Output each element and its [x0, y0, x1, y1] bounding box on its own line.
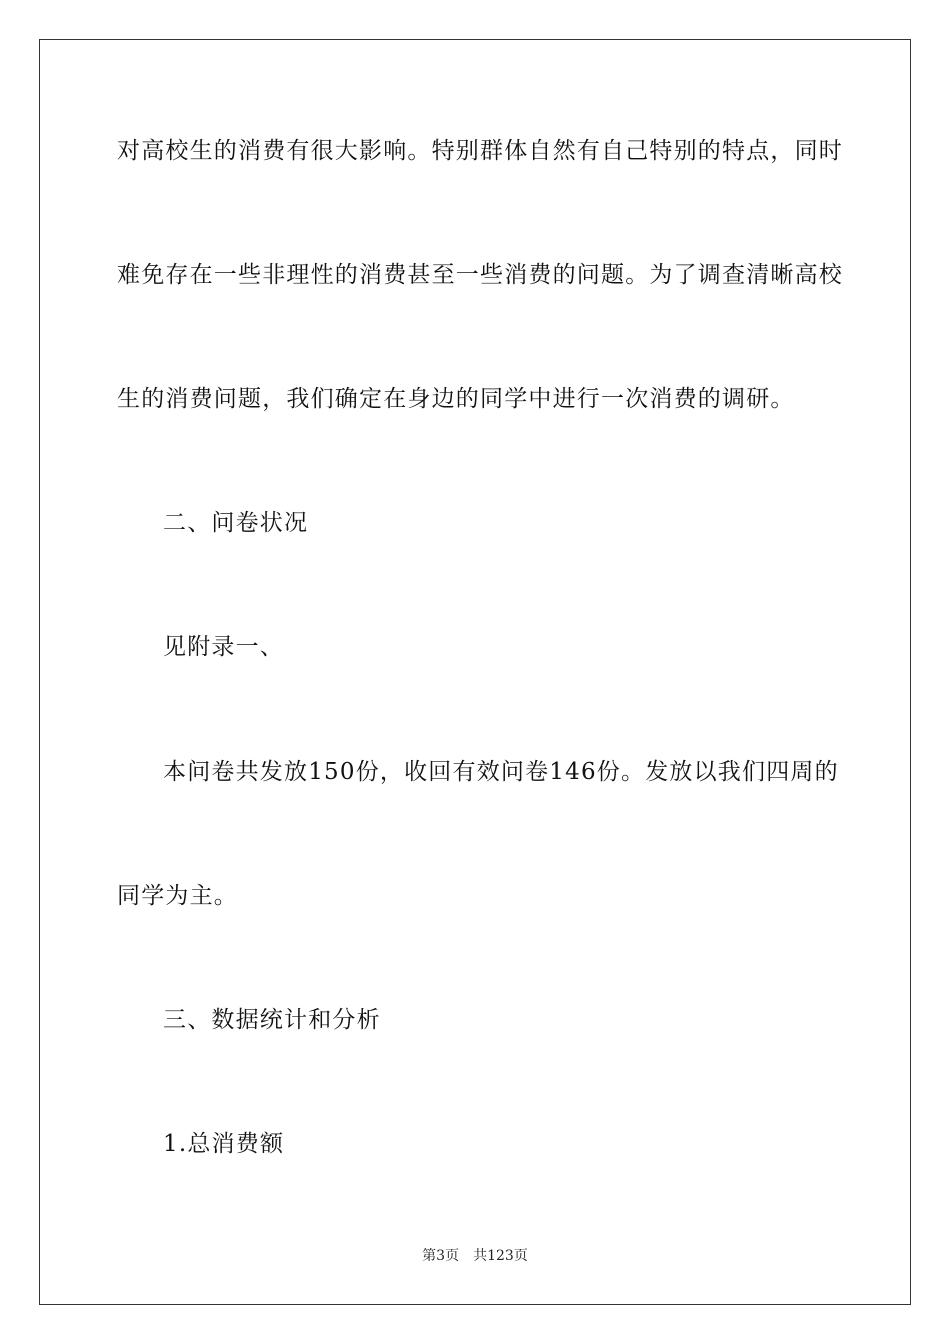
body-paragraph-line: 难免存在一些非理性的消费甚至一些消费的问题。为了调查清晰高校: [117, 262, 843, 288]
body-paragraph-line: 对高校生的消费有很大影响。特别群体自然有自己特别的特点，同时: [117, 138, 843, 164]
body-paragraph-line: 本问卷共发放150份，收回有效问卷146份。发放以我们四周的: [163, 759, 839, 785]
body-paragraph-line: 生的消费问题，我们确定在身边的同学中进行一次消费的调研。: [117, 386, 795, 412]
page-border: [39, 39, 911, 1305]
page-footer: [0, 1247, 950, 1265]
total-pages: 共123页: [473, 1248, 528, 1264]
body-paragraph-line: 同学为主。: [117, 883, 238, 909]
body-paragraph-line: 见附录一、: [163, 634, 284, 660]
section-heading: 二、问卷状况: [163, 510, 309, 536]
page-number: 第3页: [422, 1248, 460, 1264]
section-heading: 三、数据统计和分析: [163, 1007, 381, 1033]
subsection-heading: 1.总消费额: [163, 1131, 285, 1157]
